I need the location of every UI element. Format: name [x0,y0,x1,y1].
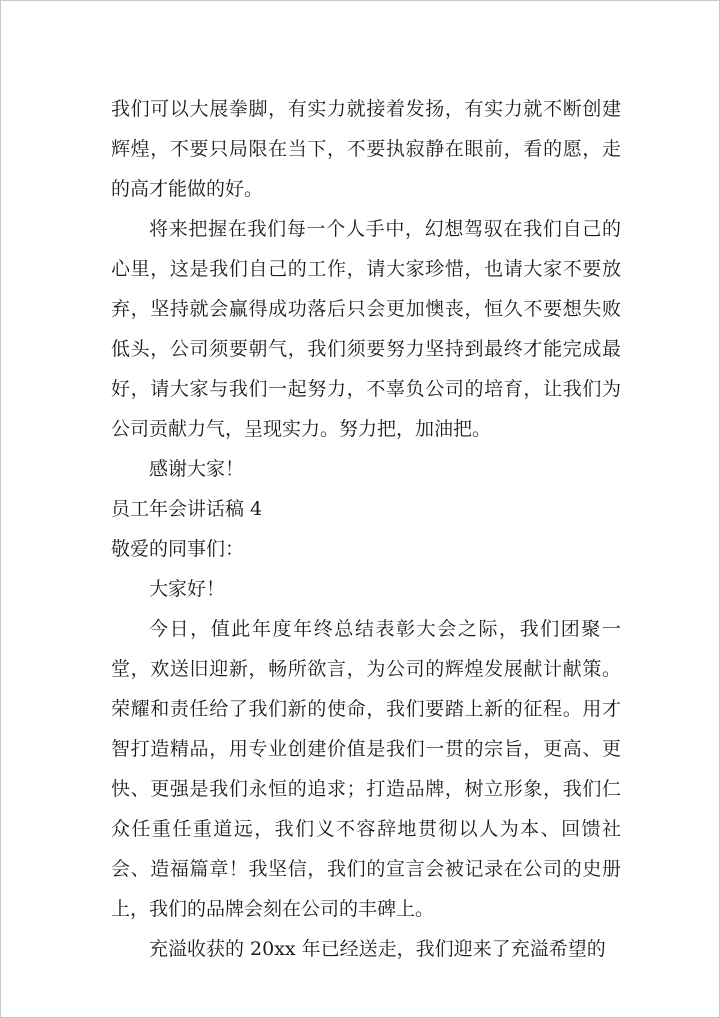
paragraph-future: 将来把握在我们每一个人手中，幻想驾驭在我们自己的心里，这是我们自己的工作，请大家珍惜，也请大家不要放弃，坚持就会赢得成功落后只会更加懊丧，恒久不要想失败低头，公司须要朝气，我们须要努力坚持到最终才能完成最好，请大家与我们一起努力，不辜负公司的培育，让我们为公司贡献力气，呈现实力。努力把，加油把。 [111,218,621,440]
paragraph-harvest: 充溢收获的 20xx 年已经送走，我们迎来了充溢希望的 [149,938,606,960]
paragraph-today: 今日，值此年度年终总结表彰大会之际，我们团聚一堂，欢送旧迎新，畅所欲言，为公司的辉煌发展献计献策。荣耀和责任给了我们新的使命，我们要踏上新的征程。用才智打造精品，用专业创建价值是我们一贯的宗旨，更高、更快、更强是我们永恒的追求；打造品牌，树立形象，我们仁众任重任重道远，我们义不容辞地贯彻以人为本、回馈社会、造福篇章！我坚信，我们的宣言会被记录在公司的史册上，我们的品牌会刻在公司的丰碑上。 [111,618,621,920]
paragraph-thanks: 感谢大家！ [149,458,245,480]
document-body [111,89,621,969]
paragraph-continuation: 我们可以大展拳脚，有实力就接着发扬，有实力就不断创建辉煌，不要只局限在当下，不要执寂静在眼前，看的愿，走的高才能做的好。 [111,98,621,200]
greeting: 大家好！ [149,578,226,600]
salutation: 敬爱的同事们： [111,538,245,560]
section-heading: 员工年会讲话稿 4 [111,498,263,520]
